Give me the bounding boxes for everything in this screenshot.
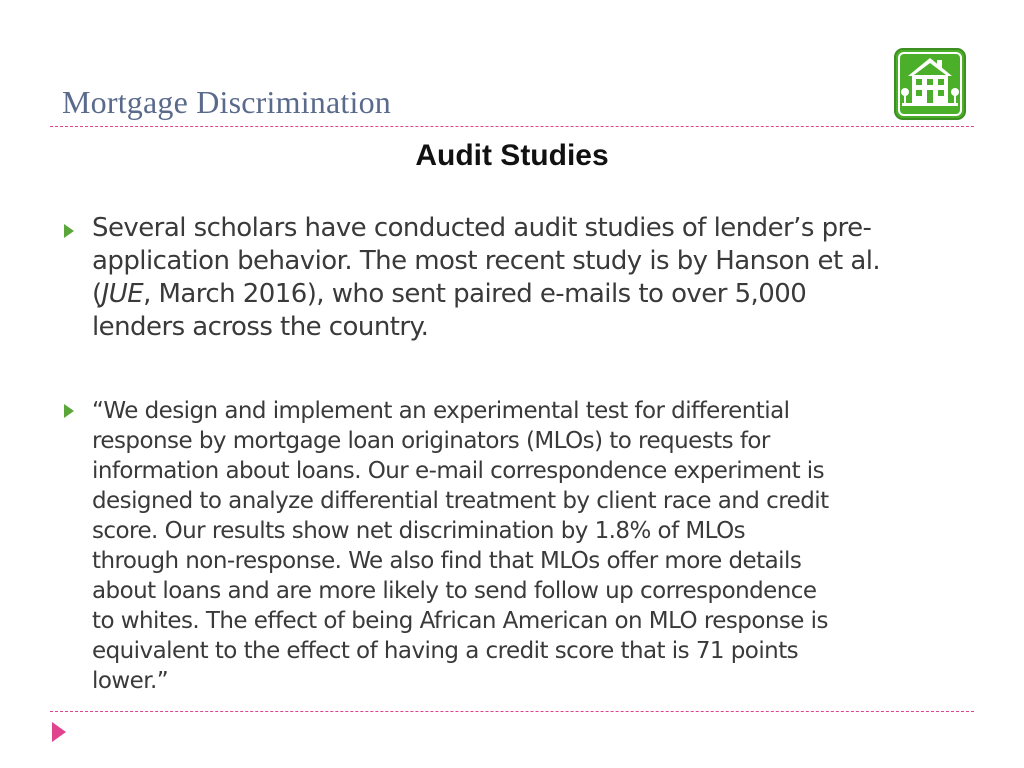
quote-line: score. Our results show net discrimination by 1.8% of MLOs [92,518,746,544]
play-arrow-icon[interactable] [50,720,68,749]
house-logo-icon [894,48,966,120]
triangle-bullet-icon [62,402,94,420]
quote-line: equivalent to the effect of having a credit score that is 71 points [92,638,799,664]
footer-divider [50,711,974,712]
journal-name: JUE [101,279,144,309]
bullet-line: Several scholars have conducted audit studies of lender’s pre- [92,213,872,243]
quote-line: about loans and are more likely to send follow up correspondence [92,578,817,604]
quote-line: through non-response. We also find that MLOs offer more details [92,548,802,574]
quote-paragraph [92,396,982,696]
bullet-line [92,278,982,311]
quote-line: designed to analyze differential treatment by client race and credit [92,488,829,514]
bullet-line: lenders across the country. [92,312,429,342]
paren-text: ( [92,279,102,309]
triangle-bullet-icon [62,222,94,240]
quote-line: to whites. The effect of being African American on MLO response is [92,608,828,634]
slide-subtitle: Audit Studies [415,139,609,172]
title-divider [50,126,974,127]
quote-line: lower.” [92,668,169,694]
quote-line: “We design and implement an experimental test for differential [92,398,790,424]
citation-text: , March 2016), who sent paired e-mails to over 5,000 [143,279,807,309]
bullet-line: application behavior. The most recent study is by Hanson et al. [92,246,881,276]
slide-title: Mortgage Discrimination [62,84,391,120]
quote-line: information about loans. Our e-mail correspondence experiment is [92,458,825,484]
quote-line: response by mortgage loan originators (MLOs) to requests for [92,428,770,454]
bullet-paragraph [92,212,982,344]
